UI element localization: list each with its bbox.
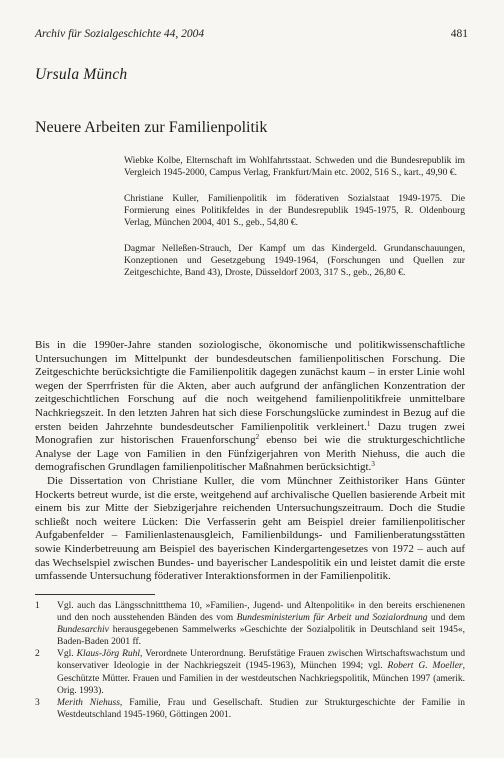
footnote-text: Vgl. auch das Längsschnittthema 10, »Familien-, Jugend- und Altenpolitik« in den bereits erschienenen und den noch ausstehenden Bänden des vom (57, 601, 465, 624)
footnote-italic: Robert G. Moeller (387, 661, 463, 672)
footnote-text: , Verordnete Unterordnung. Berufstätige Frauen zwischen Wirtschaftswachstum und konservativer Ideologie in der Nachkriegszeit (1945-1963), München 1994; vgl. (57, 649, 465, 672)
body-text-run: ebenso bei wie die strukturgeschichtliche Analyse der Lage von Familien in den Fünfzigerjahren von Merith Niehuss, die auch die demografischen Grundlagen familienpolitischer Maßnahmen berücksichtigt. (35, 434, 465, 474)
footnote-text: , Familie, Frau und Gesellschaft. Studien zur Strukturgeschichte der Familie in Westdeutschland 1945-1960, Göttingen 2001. (57, 697, 465, 720)
footnote-marker: 2 (255, 433, 260, 442)
footnote (35, 648, 465, 696)
footnotes (35, 600, 465, 721)
journal-citation: Archiv für Sozialgeschichte 44, 2004 (35, 28, 205, 40)
footnote-italic: Merith Niehuss (57, 697, 120, 708)
footnote (35, 600, 465, 648)
body-paragraph (35, 339, 465, 475)
page-number: 481 (450, 28, 468, 40)
footnote-text: herausgegebenen Sammelwerks »Geschichte der Sozialpolitik in Deutschland seit 1945«, Baden-Baden 2001 ff. (57, 625, 465, 648)
footnote-italic: Bundesministerium für Arbeit und Sozialordnung (236, 613, 428, 624)
body-text-run: Bis in die 1990er-Jahre standen soziologische, ökonomische und politikwissenschaftliche Untersuchungen im Mittelpunkt der bundesdeutschen familienpolitischen Forschung. Die Zeitgeschichte berücksichtigte die Familienpolitik dagegen zunächst kaum – in erster Linie wohl wegen der Sperrfristen für die Akten, aber auch aufgrund der anfänglichen Konzentration der zeitgeschichtlichen Forschung auf die noch weitgehend familienpolitikfreie unmittelbare Nachkriegszeit. In den letzten Jahren hat sich diese Forschungslücke zumindest in Bezug auf die ersten beiden Jahrzehnte bundesdeutscher Familienpolitik verkleinert. (35, 339, 465, 433)
reviewed-work: Wiebke Kolbe, Elternschaft im Wohlfahrtsstaat. Schweden und die Bundesrepublik im Vergleich 1945-2000, Campus Verlag, Frankfurt/Main etc. 2002, 516 S., kart., 49,90 €. (124, 155, 465, 178)
reviewed-work: Christiane Kuller, Familienpolitik im föderativen Sozialstaat 1949-1975. Die Formierung eines Politikfeldes in der Bundesrepublik 1945-1975, R. Oldenbourg Verlag, München 2004, 401 S., geb., 54,80 €. (124, 193, 465, 228)
footnote-divider (35, 594, 155, 595)
article-author: Ursula Münch (35, 66, 128, 83)
footnote-number: 3 (35, 697, 40, 708)
footnote-italic: Bundesarchiv (57, 625, 109, 636)
footnote-text: , Geschützte Mütter. Frauen und Familien in der westdeutschen Nachkriegspolitik, München 1997 (amerik. Orig. 1993). (57, 661, 465, 696)
body-text (35, 339, 465, 584)
body-text-run: Dazu trugen zwei Monografien zur historischen Frauenforschung (35, 420, 466, 447)
footnote-marker: 3 (371, 460, 375, 469)
reviewed-works-list (124, 155, 465, 279)
running-head (35, 28, 468, 44)
footnote-italic: Klaus-Jörg Ruhl (76, 649, 141, 660)
footnote (35, 697, 465, 721)
footnote-marker: 1 (366, 419, 371, 428)
footnote-number: 1 (35, 601, 40, 611)
article-title: Neuere Arbeiten zur Familienpolitik (35, 119, 268, 136)
footnote-text: und dem (427, 613, 465, 624)
footnote-number: 2 (35, 649, 40, 660)
body-paragraph: Die Dissertation von Christiane Kuller, die vom Münchner Zeithistoriker Hans Günter Hockerts betreut wurde, ist die erste, weitgehend auf archivalische Quellen basierende Arbeit mit einem bis zur Mitte der Siebzigerjahre reichenden Untersuchungszeitraum. Doch die Studie schließt noch weitere Lücken: Die Verfasserin geht am Beispiel dreier familienpolitischer Aufgabenfelder – Familienlastenausgleich, Familienbildungs- und Familienberatungsstätten sowie Kinderbetreuung am Beispiel des bayerischen Kindergartengesetzes von 1972 – auch auf das Wechselspiel zwischen Bundes- und bayerischer Landespolitik ein und leistet damit die erste umfassende Untersuchung föderativer Interaktionsformen in der Familienpolitik. (35, 474, 465, 583)
reviewed-work: Dagmar Nelleßen-Strauch, Der Kampf um das Kindergeld. Grundanschauungen, Konzeptionen und Gesetzgebung 1949-1964, (Forschungen und Quellen zur Zeitgeschichte, Band 43), Droste, Düsseldorf 2003, 317 S., geb., 26,80 €. (124, 243, 465, 278)
footnote-text: Vgl. (57, 649, 77, 660)
